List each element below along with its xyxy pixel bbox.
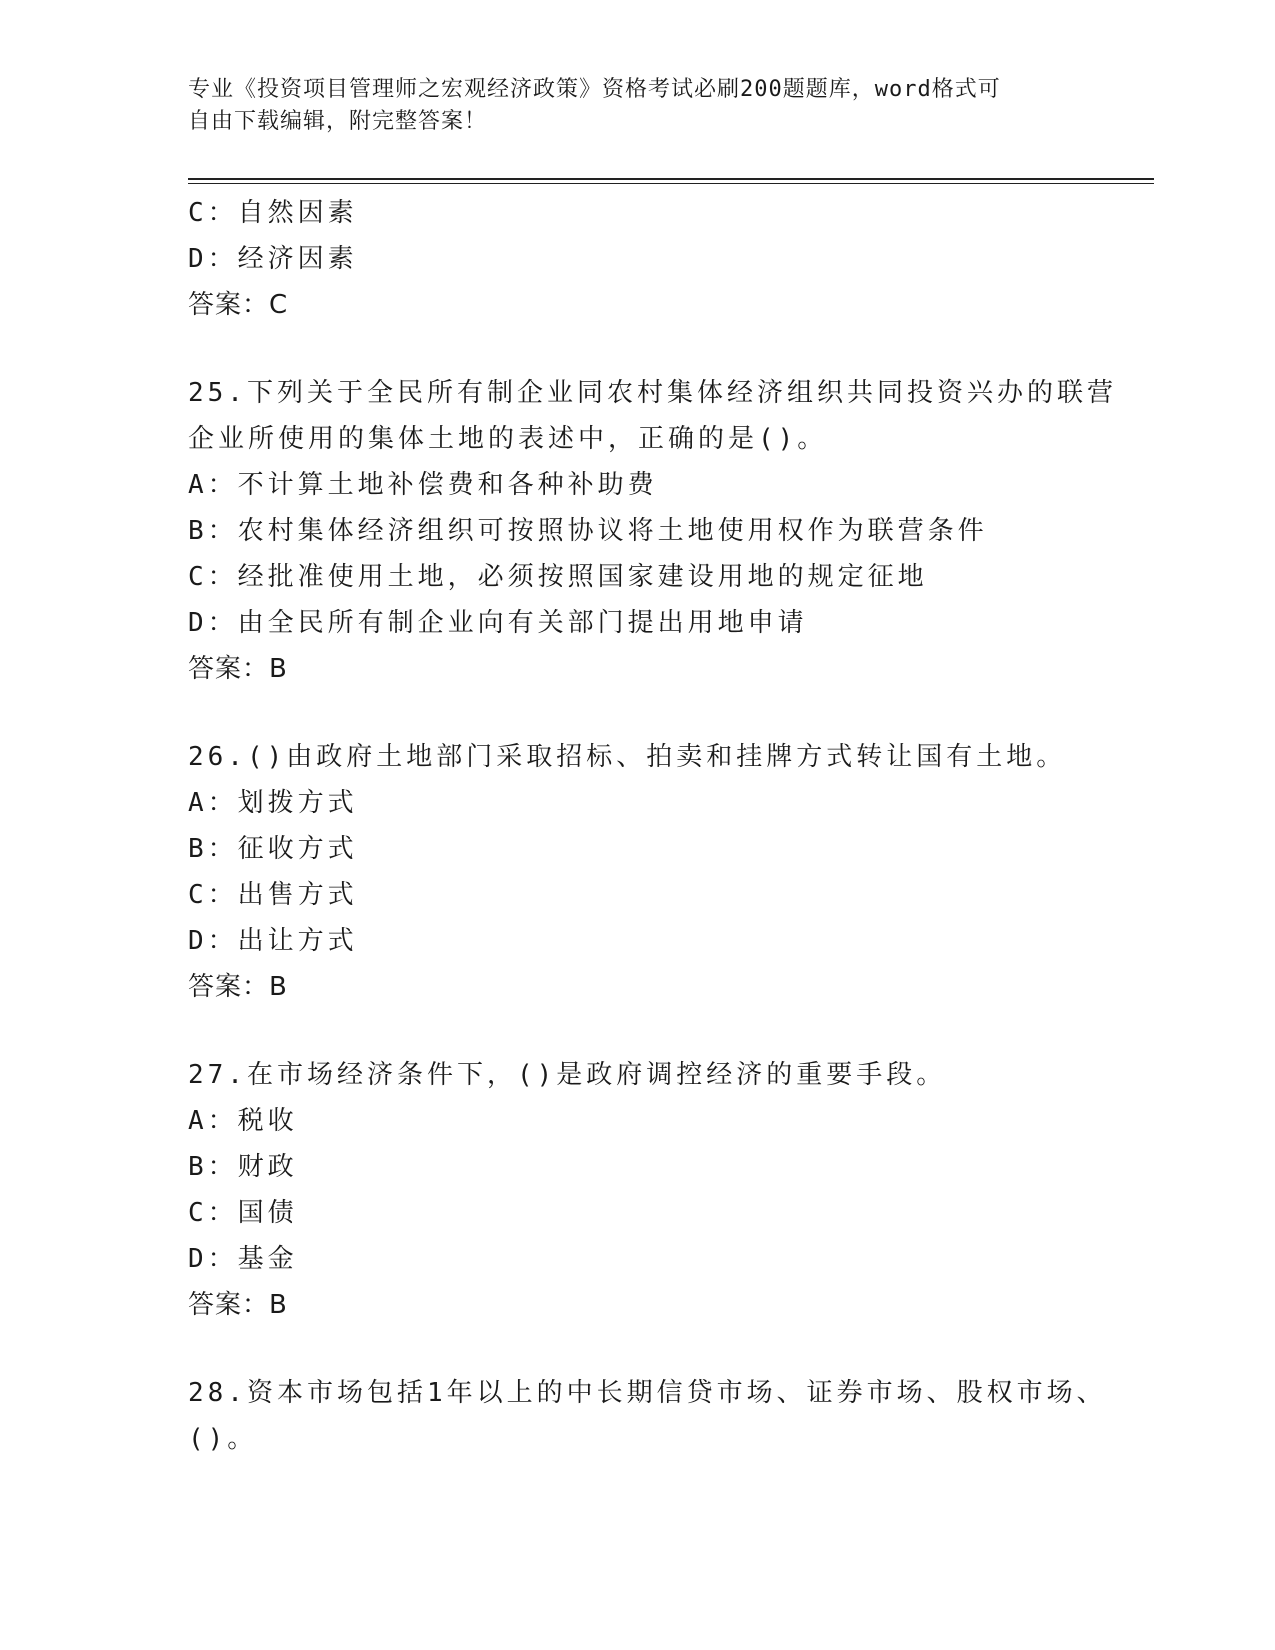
question-25 [188,370,1148,692]
option-b: B：财政 [188,1152,298,1182]
question-26 [188,734,1148,1010]
question-stem: 25.下列关于全民所有制企业同农村集体经济组织共同投资兴办的联营 [188,378,1117,408]
answer: 答案：C [188,290,289,320]
question-27 [188,1052,1148,1328]
header-line-2: 自由下载编辑，附完整答案！ [188,109,488,134]
answer: 答案：B [188,1290,288,1320]
option-c: C：自然因素 [188,198,358,228]
option-d: D：出让方式 [188,926,358,956]
question-28 [188,1370,1148,1462]
option-c: C：经批准使用土地，必须按照国家建设用地的规定征地 [188,562,928,592]
header-line-1: 专业《投资项目管理师之宏观经济政策》资格考试必刷200题题库，word格式可 [188,77,1001,102]
header-rule-thin [188,183,1154,184]
option-a: A：税收 [188,1106,298,1136]
document-header [188,74,1088,138]
spacer [188,1328,1148,1370]
question-stem: 26.()由政府土地部门采取招标、拍卖和挂牌方式转让国有土地。 [188,742,1067,772]
question-stem: ()。 [188,1424,258,1454]
question-stem: 企业所使用的集体土地的表述中，正确的是()。 [188,424,828,454]
spacer [188,328,1148,370]
option-d: D：基金 [188,1244,298,1274]
option-c: C：出售方式 [188,880,358,910]
header-rule-thick [188,178,1154,180]
option-a: A：划拨方式 [188,788,358,818]
option-c: C：国债 [188,1198,298,1228]
question-stem: 28.资本市场包括1年以上的中长期信贷市场、证券市场、股权市场、 [188,1378,1107,1408]
option-a: A：不计算土地补偿费和各种补助费 [188,470,658,500]
spacer [188,692,1148,734]
option-d: D：经济因素 [188,244,358,274]
spacer [188,1010,1148,1052]
option-b: B：农村集体经济组织可按照协议将土地使用权作为联营条件 [188,516,988,546]
prev-question-block [188,190,1148,328]
question-stem: 27.在市场经济条件下，()是政府调控经济的重要手段。 [188,1060,947,1090]
answer: 答案：B [188,972,288,1002]
document-body [188,190,1148,1462]
answer: 答案：B [188,654,288,684]
option-b: B：征收方式 [188,834,358,864]
option-d: D：由全民所有制企业向有关部门提出用地申请 [188,608,808,638]
